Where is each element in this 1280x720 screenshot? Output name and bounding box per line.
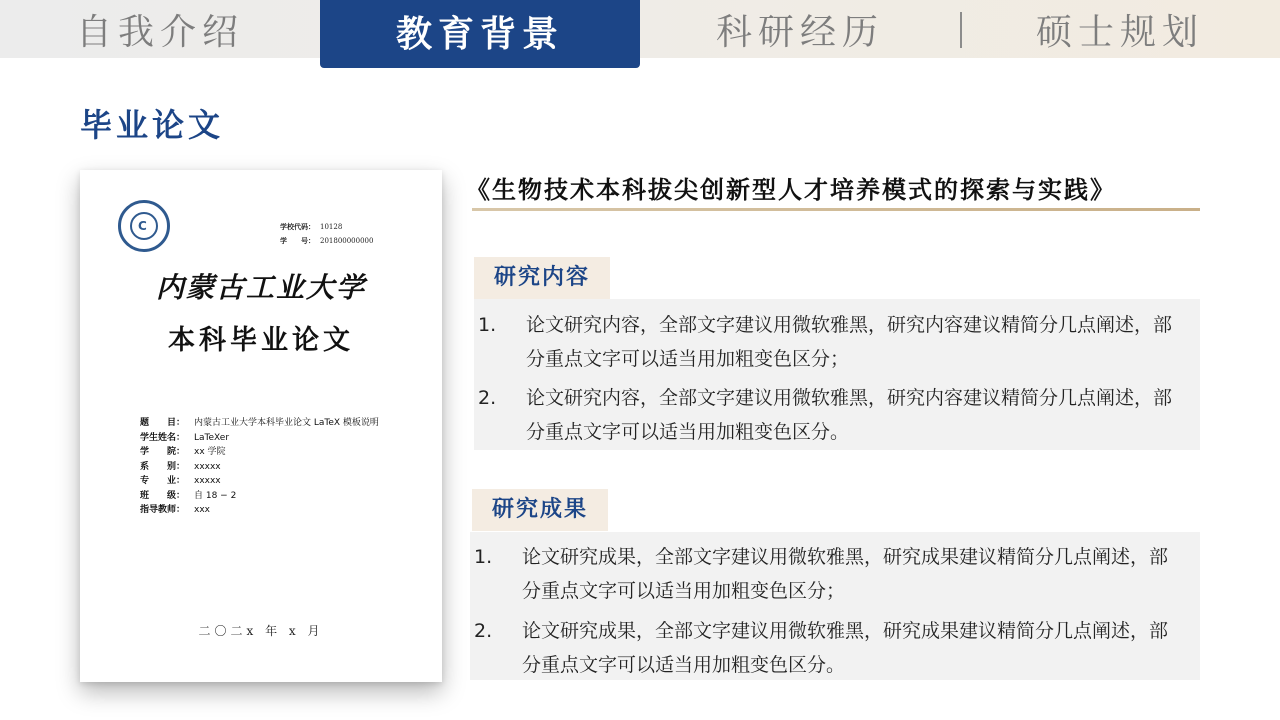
- info-row: [140, 460, 379, 475]
- info-row: [140, 503, 379, 518]
- student-id-label: 学 号：: [280, 236, 315, 245]
- school-code-value: 10128: [320, 223, 343, 231]
- seal-mark: C: [138, 219, 147, 233]
- info-key: 专 业：: [140, 476, 186, 486]
- section-title: 毕业论文: [80, 106, 225, 144]
- cover-info: [140, 416, 379, 518]
- item-text: 论文研究内容，全部文字建议用微软雅黑，研究内容建议精简分几点阐述，部分重点文字可以适当用加粗变色区分；: [526, 314, 1173, 370]
- info-key: 学生姓名：: [140, 432, 186, 443]
- info-value: LaTeXer: [194, 432, 230, 443]
- thesis-cover: [80, 170, 442, 682]
- info-row: [140, 489, 379, 504]
- info-value: xxxxx: [194, 461, 221, 472]
- paper-title: 《生物技术本科拔尖创新型人才培养模式的探索与实践》: [466, 176, 1116, 204]
- info-value: 自 18 − 2: [194, 490, 237, 501]
- item-text: 论文研究成果，全部文字建议用微软雅黑，研究成果建议精简分几点阐述，部分重点文字可以适当用加粗变色区分；: [522, 546, 1169, 602]
- tab-master-plan[interactable]: 硕士规划: [1035, 12, 1204, 53]
- school-code-block: [280, 220, 373, 248]
- info-value: xxxxx: [194, 476, 221, 486]
- tab-research[interactable]: 科研经历: [715, 12, 884, 53]
- info-value: xx 学院: [194, 447, 226, 457]
- info-row: [140, 445, 379, 460]
- info-key: 题 目：: [140, 418, 186, 428]
- item-number: 2.: [478, 387, 497, 409]
- item-number: 2.: [474, 620, 493, 642]
- info-key: 系 别：: [140, 461, 186, 472]
- seal-inner-ring: [130, 212, 158, 240]
- info-row: [140, 416, 379, 431]
- title-underline: [472, 208, 1200, 211]
- tab-education[interactable]: 教育背景: [320, 0, 640, 68]
- student-id-value: 201800000000: [320, 237, 374, 245]
- school-code-label: 学校代码：: [280, 222, 315, 231]
- item-text: 论文研究内容，全部文字建议用微软雅黑，研究内容建议精简分几点阐述，部分重点文字可以适当用加粗变色区分。: [526, 387, 1173, 443]
- research-content-box: [474, 299, 1200, 450]
- info-row: [140, 474, 379, 489]
- tab-self-intro[interactable]: 自我介绍: [75, 12, 244, 53]
- research-content-label: 研究内容: [474, 257, 610, 299]
- item-number: 1.: [478, 314, 497, 336]
- nav-divider: [960, 12, 962, 48]
- info-key: 班 级：: [140, 490, 186, 501]
- top-nav: [0, 0, 1280, 58]
- info-value: 内蒙古工业大学本科毕业论文 LaTeX 模板说明: [194, 418, 379, 428]
- item-text: 论文研究成果，全部文字建议用微软雅黑，研究成果建议精简分几点阐述，部分重点文字可以适当用加粗变色区分。: [522, 620, 1169, 676]
- research-results-label: 研究成果: [472, 489, 608, 531]
- university-seal-icon: [118, 200, 170, 252]
- cover-title: 本科毕业论文: [168, 325, 354, 356]
- info-key: 指导教师：: [140, 505, 186, 515]
- info-key: 学 院：: [140, 447, 186, 457]
- info-row: [140, 431, 379, 446]
- item-number: 1.: [474, 546, 493, 568]
- research-results-box: [470, 532, 1200, 680]
- info-value: xxx: [194, 505, 210, 515]
- cover-date: 二〇二x 年 x 月: [198, 624, 324, 638]
- university-name: 内蒙古工业大学: [155, 271, 366, 304]
